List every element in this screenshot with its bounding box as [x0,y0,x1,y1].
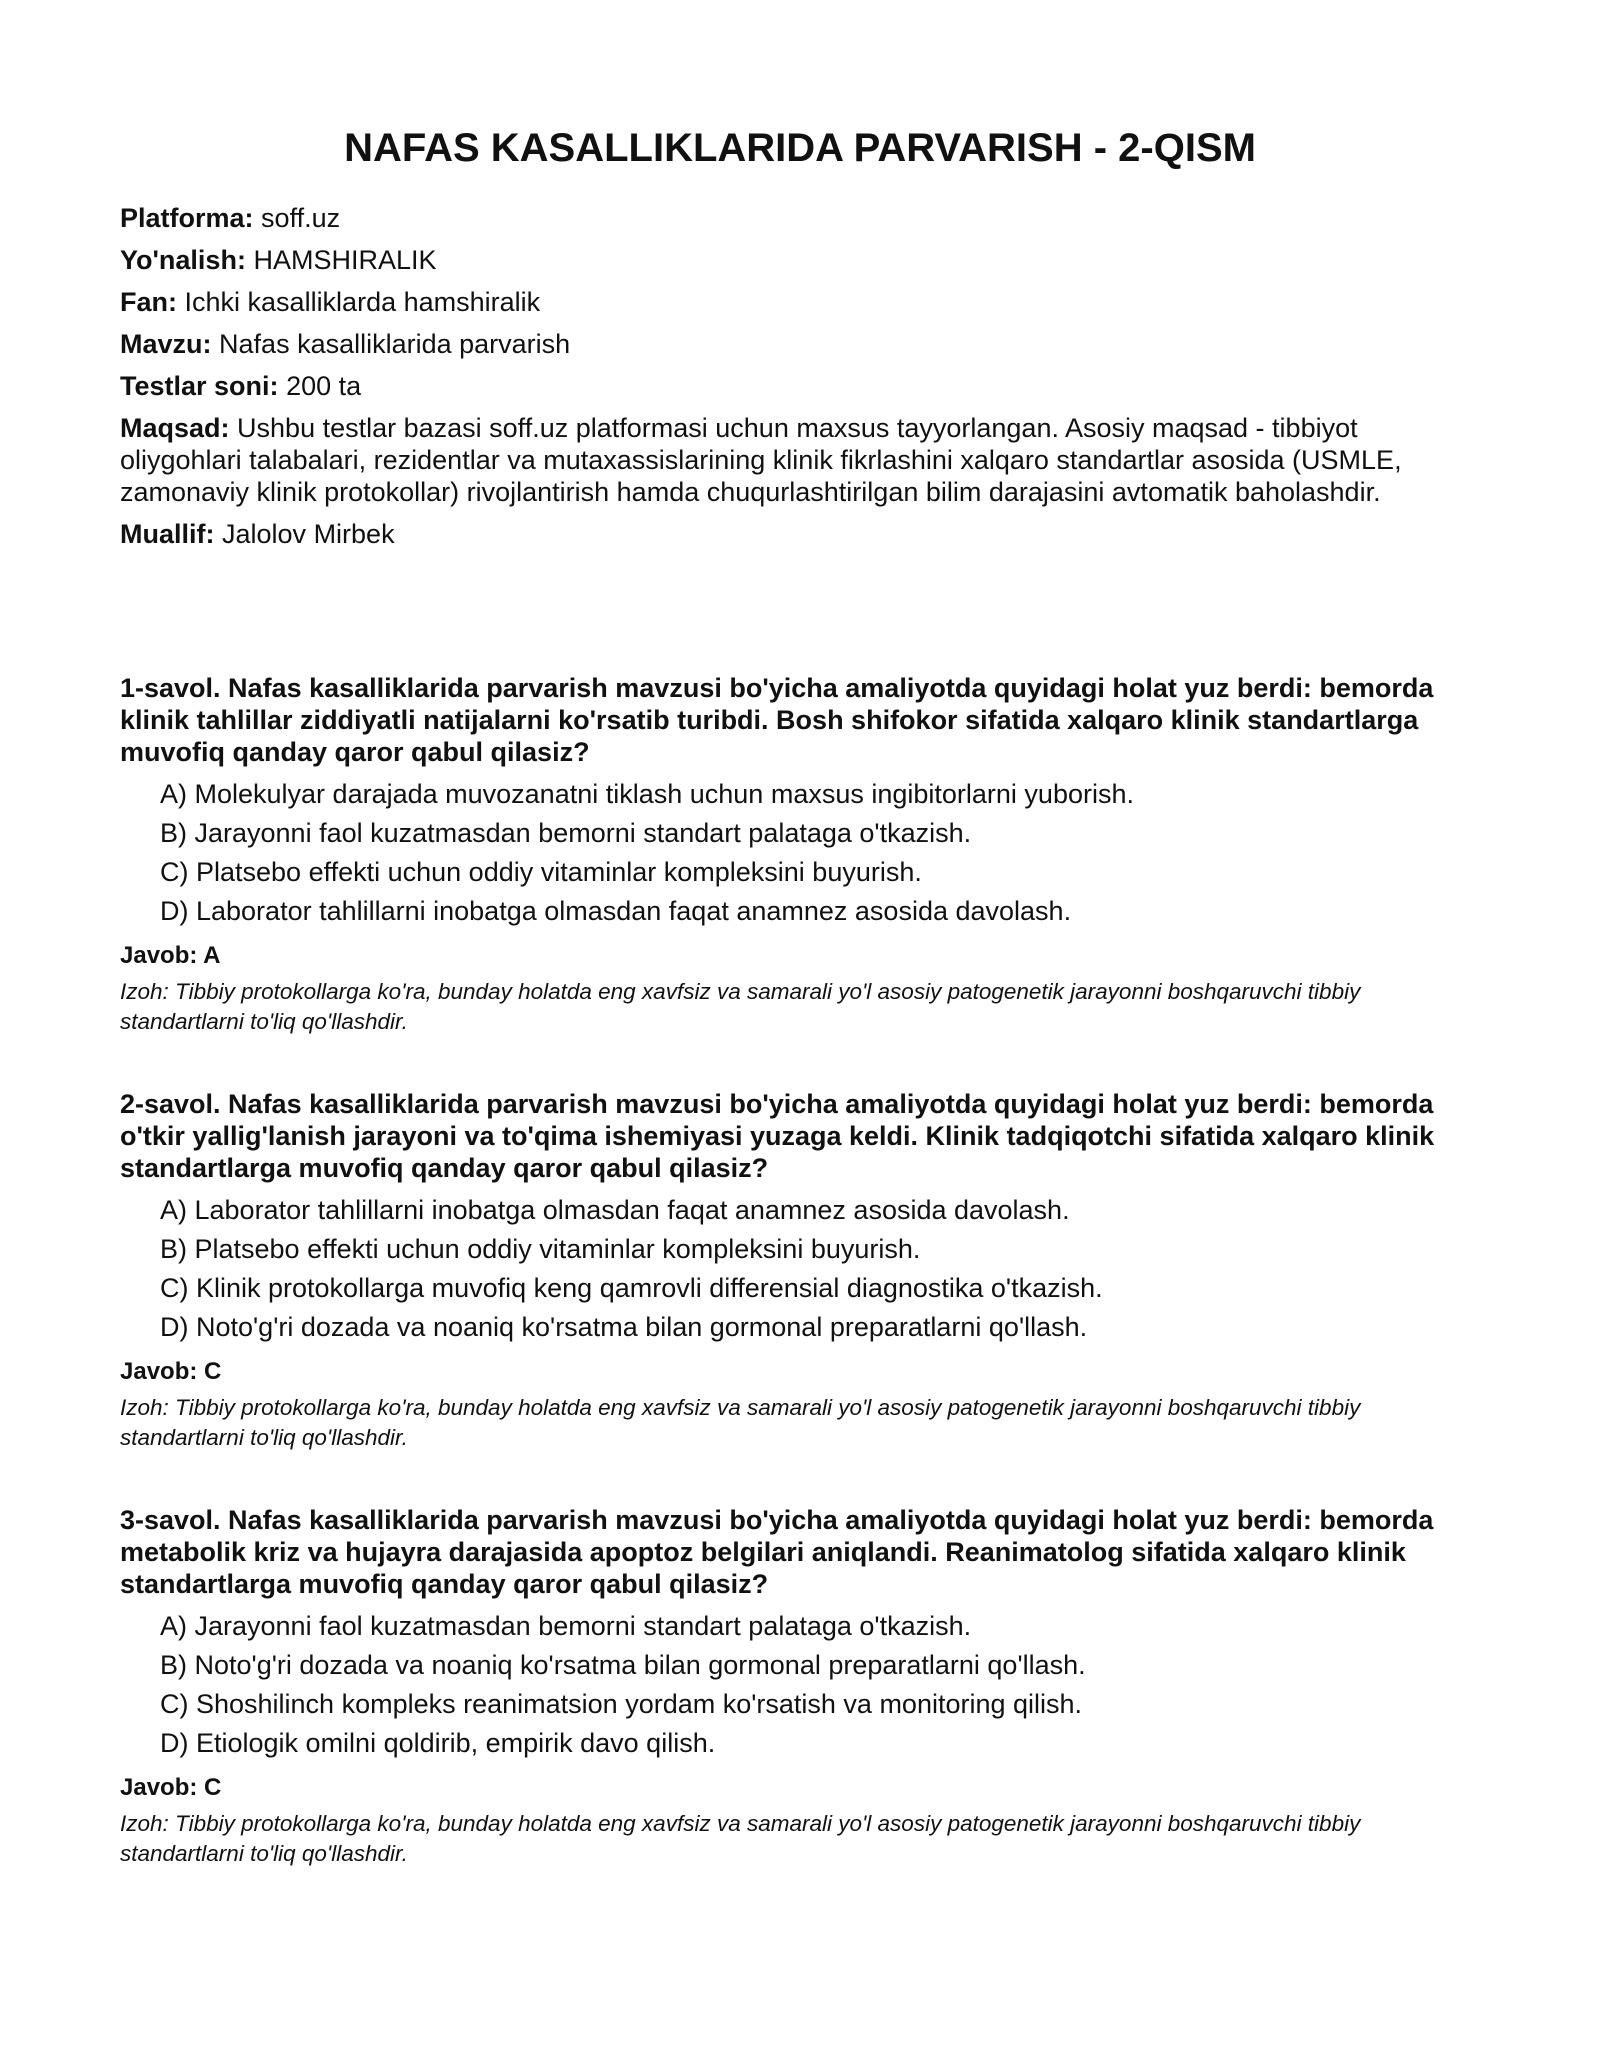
question-block [120,1504,1480,1869]
meta-label: Mavzu: [120,329,212,359]
meta-value: 200 ta [286,371,362,401]
meta-test-count [120,370,1460,402]
page-title: NAFAS KASALLIKLARIDA PARVARISH - 2-QISM [344,126,1256,170]
meta-purpose [120,412,1460,508]
answer-option-d: D) Laborator tahlillarni inobatga olmasdan faqat anamnez asosida davolash. [160,896,1072,926]
question-text: 2-savol. Nafas kasalliklarida parvarish mavzusi bo'yicha amaliyotda quyidagi holat yuz berdi: bemorda o'tkir yallig'lanish jarayoni va to'qima ishemiyasi yuzaga keldi. Klinik tadqiqotchi sifatida xalqaro klinik standartlarga muvofiq qanday qaror qabul qilasiz? [120,1089,1435,1183]
answer-option-c: C) Platsebo effekti uchun oddiy vitaminlar kompleksini buyurish. [160,857,922,887]
meta-label: Yo'nalish: [120,245,246,275]
meta-label: Fan: [120,287,177,317]
answer-option-c: C) Klinik protokollarga muvofiq keng qamrovli differensial diagnostika o'tkazish. [160,1273,1103,1303]
explanation-note: Izoh: Tibbiy protokollarga ko'ra, bunday holatda eng xavfsiz va samarali yo'l asosiy patogenetik jarayonni boshqaruvchi tibbiy standartlarni to'liq qo'llashdir. [120,1395,1361,1450]
meta-value: Jalolov Mirbek [222,519,395,549]
question-text: 3-savol. Nafas kasalliklarida parvarish mavzusi bo'yicha amaliyotda quyidagi holat yuz berdi: bemorda metabolik kriz va hujayra darajasida apoptoz belgilari aniqlandi. Reanimatolog sifatida xalqaro klinik standartlarga muvofiq qanday qaror qabul qilasiz? [120,1505,1434,1599]
answer-option-a: A) Jarayonni faol kuzatmasdan bemorni standart palataga o'tkazish. [160,1611,972,1641]
metadata-section [120,202,1460,560]
answer-option-b: B) Jarayonni faol kuzatmasdan bemorni standart palataga o'tkazish. [160,818,972,848]
meta-value: Nafas kasalliklarida parvarish [219,329,571,359]
correct-answer: Javob: C [120,1358,222,1385]
question-block [120,1088,1480,1453]
meta-label: Muallif: [120,519,215,549]
meta-value: Ichki kasalliklarda hamshiralik [184,287,541,317]
question-text: 1-savol. Nafas kasalliklarida parvarish mavzusi bo'yicha amaliyotda quyidagi holat yuz berdi: bemorda klinik tahlillar ziddiyatli natijalarni ko'rsatib turibdi. Bosh shifokor sifatida xalqaro klinik standartlarga muvofiq qanday qaror qabul qilasiz? [120,673,1434,767]
meta-subject [120,286,1460,318]
meta-value: soff.uz [261,203,341,233]
answer-option-c: C) Shoshilinch kompleks reanimatsion yordam ko'rsatish va monitoring qilish. [160,1689,1083,1719]
explanation-note: Izoh: Tibbiy protokollarga ko'ra, bunday holatda eng xavfsiz va samarali yo'l asosiy patogenetik jarayonni boshqaruvchi tibbiy standartlarni to'liq qo'llashdir. [120,979,1361,1034]
meta-label: Testlar soni: [120,371,279,401]
answer-option-d: D) Noto'g'ri dozada va noaniq ko'rsatma bilan gormonal preparatlarni qo'llash. [160,1312,1088,1342]
answer-option-b: B) Noto'g'ri dozada va noaniq ko'rsatma bilan gormonal preparatlarni qo'llash. [160,1650,1086,1680]
meta-label: Platforma: [120,203,254,233]
correct-answer: Javob: C [120,1774,222,1801]
answer-option-a: A) Laborator tahlillarni inobatga olmasdan faqat anamnez asosida davolash. [160,1195,1070,1225]
explanation-note: Izoh: Tibbiy protokollarga ko'ra, bunday holatda eng xavfsiz va samarali yo'l asosiy patogenetik jarayonni boshqaruvchi tibbiy standartlarni to'liq qo'llashdir. [120,1811,1361,1866]
answer-option-a: A) Molekulyar darajada muvozanatni tiklash uchun maxsus ingibitorlarni yuborish. [160,779,1134,809]
questions-section [120,672,1480,1920]
question-block [120,672,1480,1037]
meta-value: HAMSHIRALIK [253,245,437,275]
answer-option-d: D) Etiologik omilni qoldirib, empirik davo qilish. [160,1728,716,1758]
meta-label: Maqsad: [120,413,230,443]
meta-direction [120,244,1460,276]
meta-platform [120,202,1460,234]
meta-value: Ushbu testlar bazasi soff.uz platformasi uchun maxsus tayyorlangan. Asosiy maqsad - tibbiyot oliygohlari talabalari, rezidentlar va mutaxassislarining klinik fikrlashini xalqaro standartlar asosida (USMLE, zamonaviy klinik protokollar) rivojlantirish hamda chuqurlashtirilgan bilim darajasini avtomatik baholashdir. [120,413,1402,507]
answer-option-b: B) Platsebo effekti uchun oddiy vitaminlar kompleksini buyurish. [160,1234,921,1264]
meta-topic [120,328,1460,360]
meta-author [120,518,1460,550]
correct-answer: Javob: A [120,942,221,969]
